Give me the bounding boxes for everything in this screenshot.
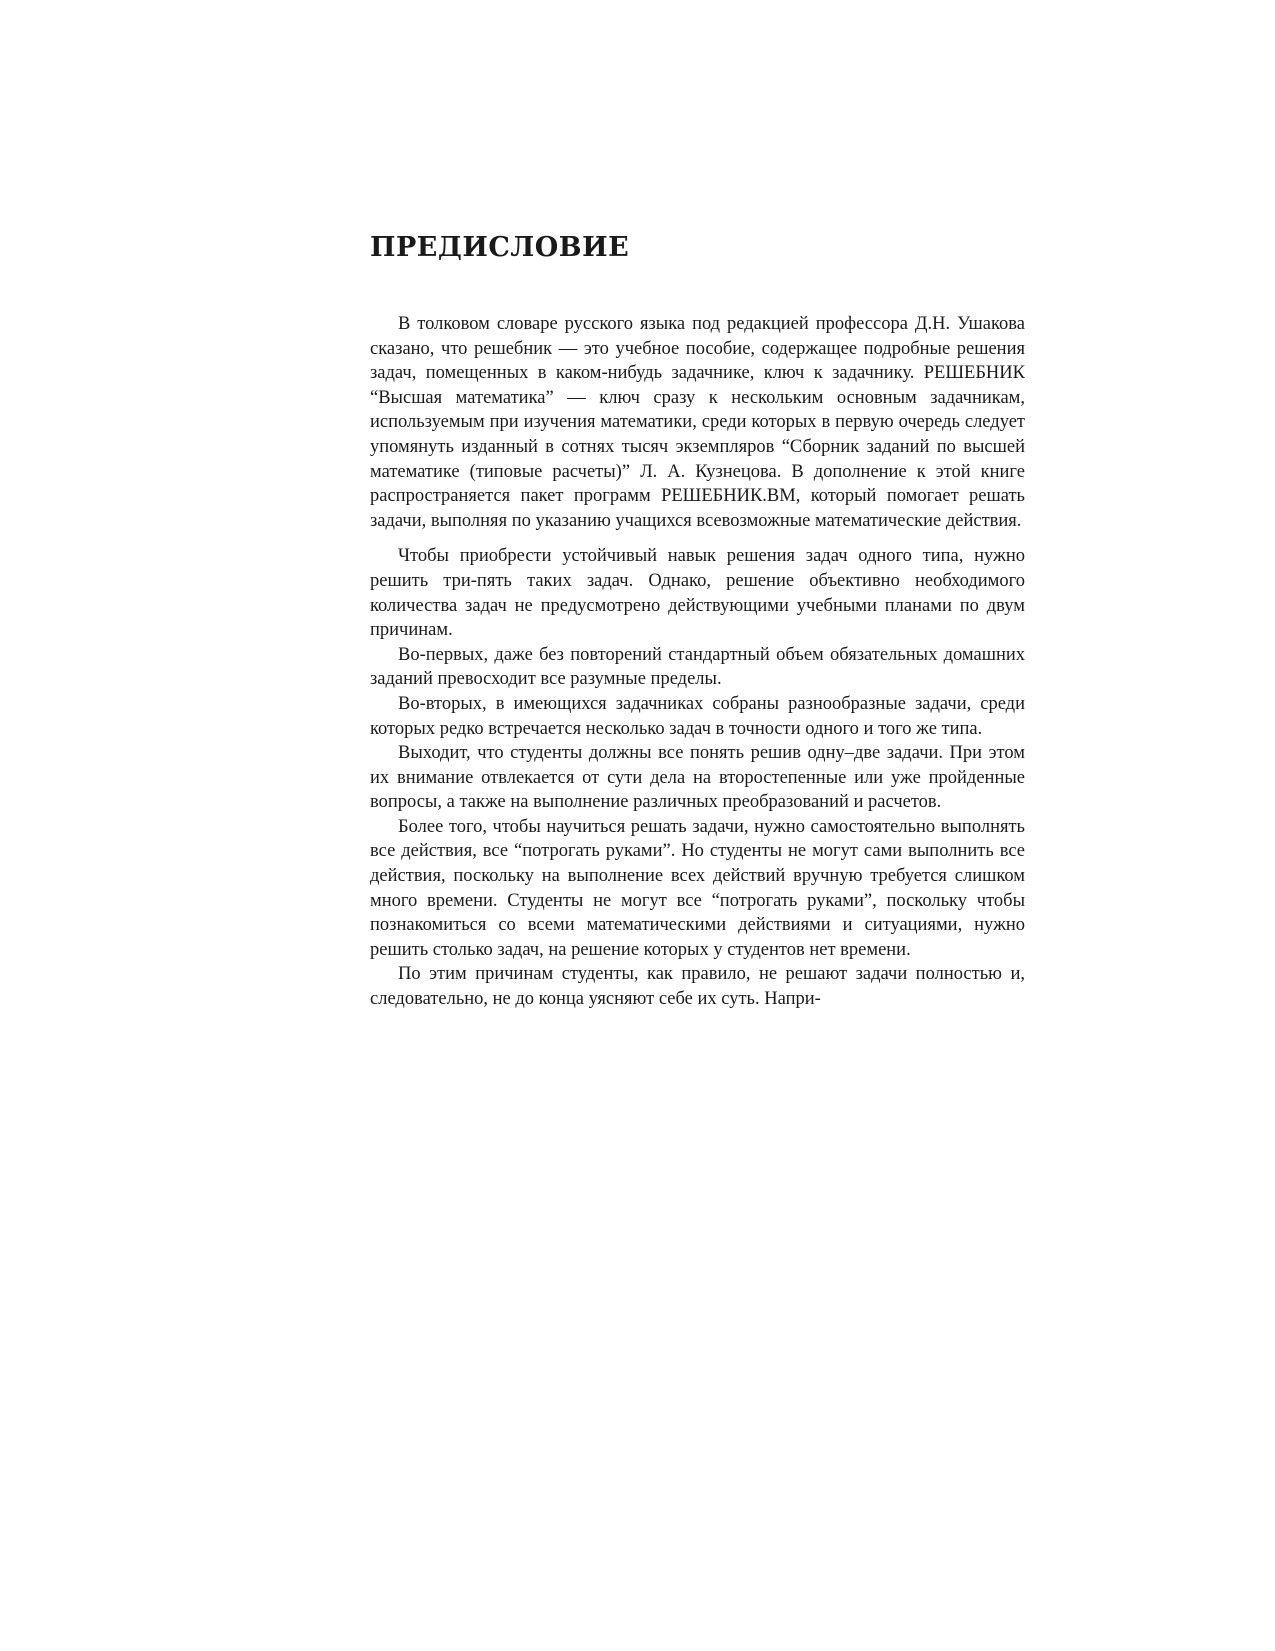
paragraph-5: Выходит, что студенты должны все понять решив одну–две задачи. При этом их внимание отвлекается от сути дела на второстепенные или уже пройденные вопросы, а также на выполнение различных преобразований и расчетов. <box>370 743 1025 813</box>
paragraph-4: Во-вторых, в имеющихся задачниках собраны разнообразные задачи, среди которых редко встречается несколько задач в точности одного и того же типа. <box>370 693 1025 739</box>
paragraph-2: Чтобы приобрести устойчивый навык решения задач одного типа, нужно решить три-пять таких задач. Однако, решение объективно необходимого количества задач не предусмотрено действующими учебными планами по двум причинам. <box>370 546 1025 641</box>
page-title: ПРЕДИСЛОВИЕ <box>370 232 630 263</box>
paragraph-6: Более того, чтобы научиться решать задачи, нужно самостоятельно выполнять все действия, все “потрогать руками”. Но студенты не могут сами выполнить все действия, поскольку на выполнение всех действий вручную требуется слишком много времени. Студенты не могут все “потрогать руками”, поскольку чтобы познакомиться со всеми математическими действиями и ситуациями, нужно решить столько задач, на решение которых у студентов нет времени. <box>370 816 1025 960</box>
text-block <box>370 230 1025 1012</box>
paragraph-3: Во-первых, даже без повторений стандартный объем обязательных домашних заданий превосходит все разумные пределы. <box>370 644 1025 690</box>
paragraph-1: В толковом словаре русского языка под редакцией профессора Д.Н. Ушакова сказано, что решебник — это учебное пособие, содержащее подробные решения задач, помещенных в каком-нибудь задачнике, ключ к задачнику. РЕШЕБНИК “Высшая математика” — ключ сразу к нескольким основным задачникам, используемым при изучения математики, среди которых в первую очередь следует упомянуть изданный в сотнях тысяч экземпляров “Сборник заданий по высшей математике (типовые расчеты)” Л. А. Кузнецова. В дополнение к этой книге распространяется пакет программ РЕШЕБНИК.ВМ, который помогает решать задачи, выполняя по указанию учащихся всевозможные математические действия. <box>370 314 1025 531</box>
paragraph-7: По этим причинам студенты, как правило, не решают задачи полностью и, следовательно, не до конца уясняют себе их суть. Напри- <box>370 964 1025 1010</box>
